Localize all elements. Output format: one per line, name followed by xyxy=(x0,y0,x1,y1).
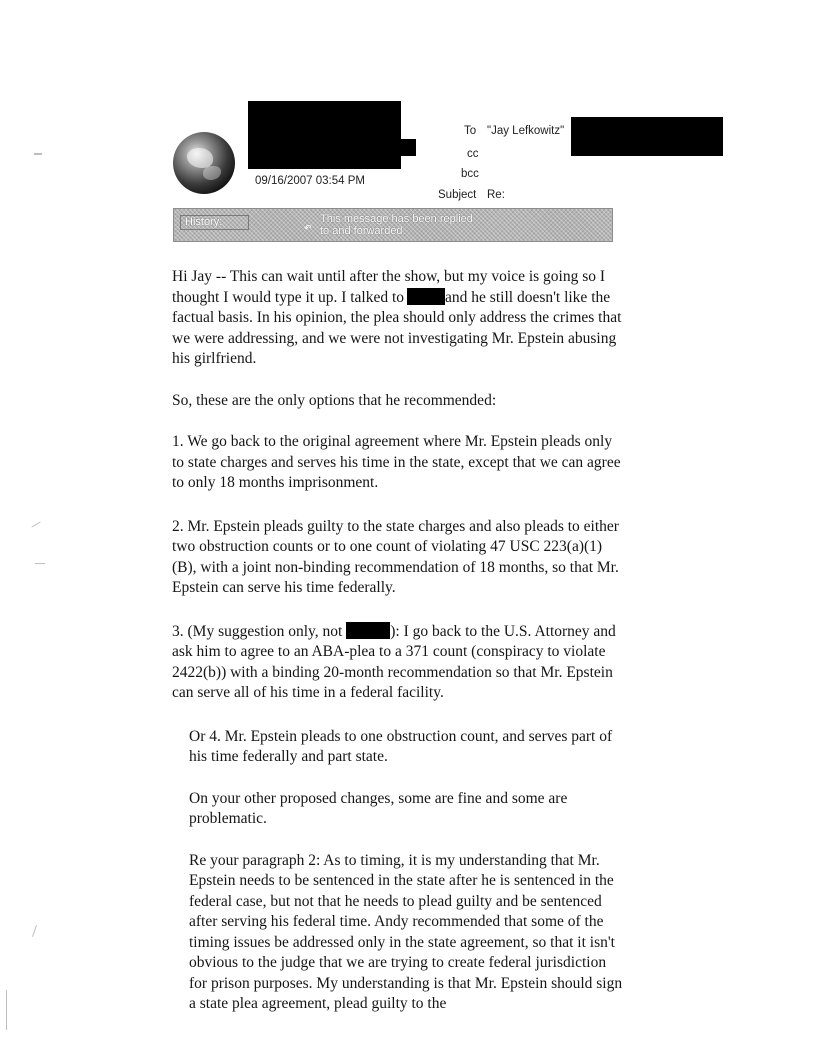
email-body xyxy=(172,267,624,1036)
body-paragraph-other-changes: On your other proposed changes, some are fine and some are problematic. xyxy=(189,789,568,827)
body-paragraph-1 xyxy=(172,267,624,370)
scan-mark xyxy=(31,522,40,528)
body-paragraph-1-end: and he still doesn't like the factual basis. In his opinion, the plea should only address the crimes that we were addressing, and we were not investigating Mr. Epstein abusing his girlfriend. xyxy=(172,288,622,367)
redacted-to-address xyxy=(571,117,723,156)
bcc-label: bcc xyxy=(461,168,479,180)
sender-avatar xyxy=(173,132,235,194)
option-2: 2. Mr. Epstein pleads guilty to the state charges and also pleads to either two obstruction counts or to one count of violating 47 USC 223(a)(1)(B), with a joint non-binding recommendation of 18 months, so that Mr. Epstein can serve his time federally. xyxy=(172,517,619,596)
sent-datetime: 09/16/2007 03:54 PM xyxy=(255,175,365,187)
scan-mark xyxy=(34,153,42,155)
history-message-line1: This message has been replied xyxy=(320,213,473,225)
history-message xyxy=(320,213,520,237)
history-label: History: xyxy=(180,215,249,230)
to-label: To xyxy=(464,125,477,137)
subject-value: Re: xyxy=(487,189,505,201)
option-1: 1. We go back to the original agreement where Mr. Epstein pleads only to state charges and serves his time in the state, except that we can agree to only 18 months imprisonment. xyxy=(172,433,621,491)
cc-label: cc xyxy=(467,148,479,160)
option-3-start: 3. (My suggestion only, not xyxy=(172,622,343,640)
history-bar xyxy=(173,208,613,242)
history-message-line2: to and forwarded. xyxy=(320,225,406,237)
body-paragraph-timing: Re your paragraph 2: As to timing, it is my understanding that Mr. Epstein needs to be sentenced in the state after he is sentenced in the federal case, but not that he needs to plead guilty and be sentenced after serving his federal time. Andy recommended that some of the timing issues be addressed only in the state agreement, so that it isn't obvious to the judge that we are trying to create federal jurisdiction for prison purposes. My understanding is that Mr. Epstein should sign a state plea agreement, plead guilty to the xyxy=(189,851,623,1012)
option-3-end: ): I go back to the U.S. Attorney and ask him to agree to an ABA-plea to a 371 count (conspiracy to violate 2422(b)) with a binding 20-month recommendation so that Mr. Epstein can serve all of his time in a federal facility. xyxy=(172,622,616,701)
option-4: Or 4. Mr. Epstein pleads to one obstruction count, and serves part of his time federally and part state. xyxy=(189,727,613,765)
redacted-name-inline-2 xyxy=(346,622,390,639)
redacted-name-inline xyxy=(407,288,445,305)
subject-label: Subject xyxy=(438,189,477,201)
scan-mark xyxy=(32,925,37,937)
to-value: "Jay Lefkowitz" xyxy=(487,125,565,137)
reply-forward-icon: ↶ xyxy=(304,223,312,233)
scan-mark xyxy=(35,563,45,564)
body-paragraph-1-start: Hi Jay -- This can wait until after the show, but my voice is going so I thought I would type it up. I talked to xyxy=(172,268,606,306)
redacted-sender-name xyxy=(248,101,401,169)
option-3 xyxy=(172,622,624,704)
body-paragraph-2: So, these are the only options that he recommended: xyxy=(172,391,497,409)
redacted-sender-name-tail xyxy=(400,139,416,156)
scan-mark xyxy=(6,990,7,1030)
